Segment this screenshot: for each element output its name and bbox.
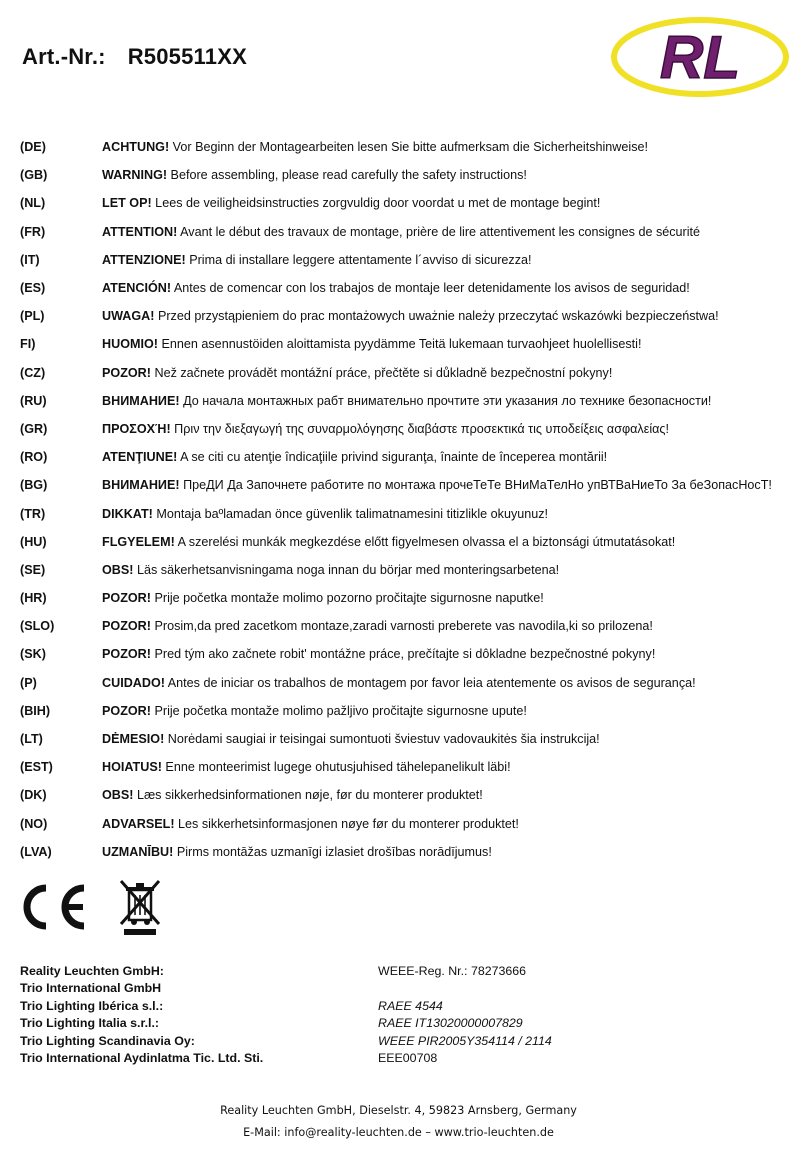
warning-text [102, 676, 696, 690]
warning-keyword: HUOMIO! [102, 337, 158, 352]
warning-keyword: ATTENTION! [102, 224, 178, 239]
warning-message: Lees de veiligheidsinstructies zorgvuldig door voordat u met de montage begint! [151, 196, 601, 211]
warning-message: A se citi cu atenţie îndicaţiile privind siguranţa, înainte de începerea montării! [177, 450, 608, 465]
warning-text [102, 225, 700, 239]
language-code: (NO) [20, 816, 48, 831]
language-code: (RO) [20, 450, 48, 465]
language-code: (PL) [20, 309, 45, 324]
article-number [22, 44, 247, 70]
warning-keyword: ΠΡΟΣΟΧΉ! [102, 421, 171, 436]
warning-keyword: POZOR! [102, 703, 151, 718]
company-name: Trio International GmbH [20, 981, 162, 996]
warning-keyword: ATENCIÓN! [102, 281, 172, 296]
warning-text [102, 732, 600, 746]
company-registrations [20, 962, 800, 1067]
warning-text [102, 168, 527, 182]
company-row [20, 1050, 800, 1068]
warning-message: ПреДИ Да Започнете работите по монтажа прочеТеТе ВНиМаТелНо упВТВаНиеТо За беЗопасНосТ! [179, 478, 772, 493]
warning-row [20, 528, 800, 556]
warning-row [20, 189, 800, 217]
language-code: (SLO) [20, 619, 55, 634]
warning-message: До начала монтажных рабт внимательно прочтите эти указания ло технике безопасности! [179, 393, 712, 408]
warning-message: Avant le début des travaux de montage, prière de lire attentivement les consignes de sécurité [177, 224, 701, 239]
safety-warnings-list [20, 133, 800, 866]
warning-row [20, 810, 800, 838]
warning-row [20, 499, 800, 527]
language-code: (P) [20, 675, 37, 690]
warning-keyword: POZOR! [102, 647, 151, 662]
warning-row [20, 330, 800, 358]
language-code: (SE) [20, 562, 46, 577]
warning-row [20, 725, 800, 753]
language-code: (BG) [20, 478, 48, 493]
language-code: (RU) [20, 393, 47, 408]
warning-keyword: UZMANĪBU! [102, 844, 174, 859]
warning-text [102, 507, 548, 521]
warning-keyword: ВНИМАНИЕ! [102, 393, 180, 408]
warning-message: A szerelési munkák megkezdése előtt figyelmesen olvassa el a biztonsági útmutatásokat! [174, 534, 676, 549]
warning-text [102, 647, 655, 661]
warning-text [102, 366, 612, 380]
language-code: (LVA) [20, 844, 52, 859]
warning-text [102, 196, 600, 210]
company-row [20, 1015, 800, 1033]
warning-keyword: OBS! [102, 788, 134, 803]
warning-row [20, 838, 800, 866]
warning-row [20, 556, 800, 584]
language-code: (CZ) [20, 365, 46, 380]
certification-marks [22, 878, 182, 938]
warning-message: Norėdami saugiai ir teisingai sumontuoti šviestuv vadovaukitės šia instrukcija! [164, 732, 600, 747]
warning-text [102, 535, 675, 549]
footer [0, 1100, 797, 1144]
warning-message: Prosim,da pred zacetkom montaze,zaradi varnosti preberete vas navodila,ki so prilozena! [150, 619, 653, 634]
warning-keyword: UWAGA! [102, 309, 155, 324]
warning-message: Prima di installare leggere attentamente l´avviso di sicurezza! [185, 252, 532, 267]
ce-mark-icon [22, 884, 90, 930]
language-code: (DK) [20, 788, 47, 803]
warning-keyword: POZOR! [102, 365, 151, 380]
warning-text [102, 450, 607, 464]
language-code: (NL) [20, 196, 46, 211]
warning-text [102, 422, 669, 436]
warning-text [102, 760, 511, 774]
warning-row [20, 274, 800, 302]
company-name: Trio Lighting Italia s.r.l.: [20, 1016, 160, 1031]
warning-text [102, 563, 559, 577]
warning-keyword: POZOR! [102, 591, 151, 606]
warning-message: Pirms montāžas uzmanīgi izlasiet drošības norādījumus! [173, 844, 492, 859]
warning-message: Prije početka montaže molimo pažljivo pročitajte sigurnosne upute! [150, 703, 527, 718]
company-registration: RAEE IT13020000007829 [378, 1016, 523, 1031]
company-row [20, 997, 800, 1015]
warning-message: Antes de iniciar os trabalhos de montagem por favor leia atentemente os avisos de segurança! [164, 675, 696, 690]
language-code: (GB) [20, 168, 48, 183]
warning-text [102, 619, 653, 633]
language-code: (IT) [20, 252, 40, 267]
article-value: R505511XX [127, 44, 247, 69]
warning-keyword: OBS! [102, 562, 134, 577]
warning-row [20, 612, 800, 640]
warning-text [102, 704, 527, 718]
warning-keyword: ВНИМАНИЕ! [102, 478, 180, 493]
language-code: (ES) [20, 281, 46, 296]
warning-keyword: CUIDADO! [102, 675, 165, 690]
warning-text [102, 845, 492, 859]
warning-text [102, 394, 711, 408]
warning-message: Læs sikkerhedsinformationen nøje, før du monterer produktet! [133, 788, 483, 803]
company-name: Reality Leuchten GmbH: [20, 963, 164, 978]
warning-row [20, 781, 800, 809]
language-code: (SK) [20, 647, 46, 662]
warning-text [102, 309, 719, 323]
company-name: Trio Lighting Ibérica s.l.: [20, 998, 164, 1013]
warning-row [20, 697, 800, 725]
warning-message: Než začnete provádět montážní práce, přečtěte si důkladně bezpečnostní pokyny! [150, 365, 613, 380]
company-row [20, 1032, 800, 1050]
warning-message: Antes de comencar con los trabajos de montaje leer detenidamente los avisos de seguridad! [171, 281, 690, 296]
warning-row [20, 218, 800, 246]
crossed-out-wheelie-bin-icon [118, 878, 164, 936]
rl-logo [610, 16, 790, 98]
warning-message: Läs säkerhetsanvisningama noga innan du börjar med monteringsarbetena! [133, 562, 560, 577]
warning-text [102, 253, 532, 267]
warning-text [102, 281, 690, 295]
warning-message: Πριν την διεξαγωγή της συναρμολόγησης διαβάστε προσεκτικά τις υποδείξεις ασφαλείας! [170, 421, 669, 436]
warning-row [20, 753, 800, 781]
warning-text [102, 788, 483, 802]
logo-text: RL [660, 24, 740, 91]
language-code: (LT) [20, 732, 43, 747]
warning-keyword: LET OP! [102, 196, 152, 211]
warning-message: Ennen asennustöiden aloittamista pyydämme Teitä lukemaan turvaohjeet huolellisesti! [157, 337, 642, 352]
footer-address: Reality Leuchten GmbH, Dieselstr. 4, 59823 Arnsberg, Germany [220, 1104, 577, 1117]
warning-message: Les sikkerhetsinformasjonen nøye før du monterer produktet! [174, 816, 519, 831]
warning-keyword: DIKKAT! [102, 506, 153, 521]
language-code: (HR) [20, 591, 47, 606]
warning-keyword: ATTENZIONE! [102, 252, 186, 267]
warning-message: Vor Beginn der Montagearbeiten lesen Sie bitte aufmerksam die Sicherheitshinweise! [169, 140, 649, 155]
warning-text [102, 478, 772, 492]
article-label: Art.-Nr.: [22, 44, 106, 69]
company-row [20, 962, 800, 980]
warning-row [20, 387, 800, 415]
warning-keyword: HOIATUS! [102, 760, 162, 775]
footer-contact: E-Mail: info@reality-leuchten.de – www.trio-leuchten.de [243, 1126, 554, 1139]
language-code: FI) [20, 337, 36, 352]
warning-keyword: POZOR! [102, 619, 151, 634]
warning-keyword: DĖMESIO! [102, 732, 165, 747]
warning-row [20, 133, 800, 161]
warning-keyword: ATENŢIUNE! [102, 450, 178, 465]
language-code: (BIH) [20, 703, 51, 718]
warning-keyword: WARNING! [102, 168, 168, 183]
warning-message: Pred tým ako začnete robit' montážne práce, prečítajte si dôkladne bezpečnostné pokyny! [150, 647, 656, 662]
warning-text [102, 817, 519, 831]
warning-row [20, 584, 800, 612]
company-registration: WEEE PIR2005Y354114 / 2114 [378, 1033, 552, 1048]
warning-row [20, 669, 800, 697]
warning-row [20, 415, 800, 443]
warning-message: Montaja baºlamadan önce güvenlik talimatnamesini titizlikle okuyunuz! [152, 506, 549, 521]
warning-row [20, 161, 800, 189]
warning-keyword: ADVARSEL! [102, 816, 175, 831]
warning-message: Prije početka montaže molimo pozorno pročitajte sigurnosne naputke! [150, 591, 544, 606]
warning-row [20, 359, 800, 387]
warning-text [102, 591, 544, 605]
warning-row [20, 302, 800, 330]
warning-text [102, 140, 648, 154]
warning-row [20, 443, 800, 471]
language-code: (FR) [20, 224, 46, 239]
warning-keyword: FLGYELEM! [102, 534, 175, 549]
warning-keyword: ACHTUNG! [102, 140, 170, 155]
warning-row [20, 640, 800, 668]
language-code: (HU) [20, 534, 47, 549]
warning-message: Przed przystąpieniem do prac montażowych uważnie należy przeczytać wskazówki bezpieczeństwa! [154, 309, 719, 324]
language-code: (GR) [20, 421, 48, 436]
language-code: (TR) [20, 506, 46, 521]
company-registration: RAEE 4544 [378, 998, 443, 1013]
language-code: (EST) [20, 760, 53, 775]
company-registration: EEE00708 [378, 1051, 438, 1066]
warning-message: Before assembling, please read carefully the safety instructions! [167, 168, 527, 183]
warning-row [20, 246, 800, 274]
warning-row [20, 471, 800, 499]
company-registration: WEEE-Reg. Nr.: 78273666 [378, 963, 527, 978]
warning-message: Enne monteerimist lugege ohutusjuhised tähelepanelikult läbi! [161, 760, 511, 775]
company-name: Trio International Aydinlatma Tic. Ltd. Sti. [20, 1051, 264, 1066]
warning-text [102, 337, 641, 351]
language-code: (DE) [20, 140, 46, 155]
company-name: Trio Lighting Scandinavia Oy: [20, 1033, 195, 1048]
company-row [20, 980, 800, 998]
